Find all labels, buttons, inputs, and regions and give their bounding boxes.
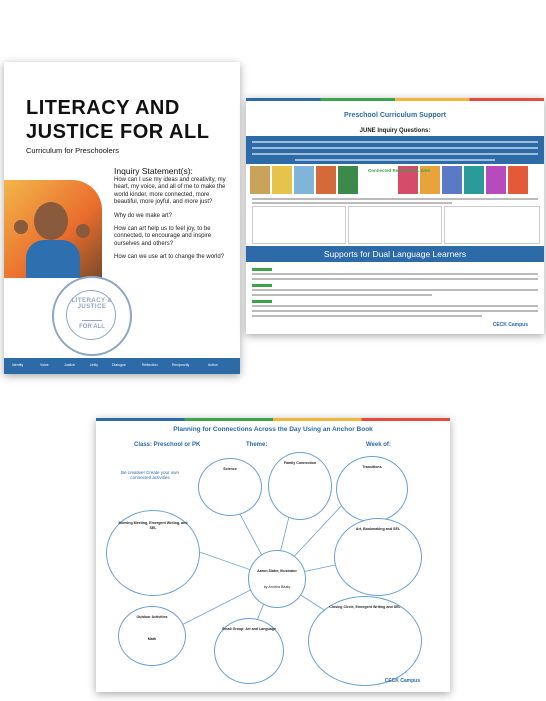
section-marker <box>252 284 272 287</box>
class-label: Class: Preschool or PK <box>134 442 201 448</box>
small-group-heading: Small Group: Art and Language <box>222 627 276 631</box>
text-line <box>252 289 538 291</box>
cover-title <box>26 96 209 144</box>
text-line <box>252 294 432 296</box>
inquiry-q1: How can I use my ideas and creativity, my heart, my voice, and all of me to make the world kinder, more connected, more beautiful, more joyful, and more just? <box>114 177 226 206</box>
outdoor-heading: Outdoor Activities <box>136 615 168 619</box>
art-bookmaking-bubble <box>334 518 422 596</box>
anchor-book-bubble <box>248 550 306 608</box>
anchor-book-title: Aaron Slater, Illustrator <box>257 569 297 573</box>
footer-item: Reciprocity <box>172 363 190 367</box>
science-heading: Science <box>223 467 237 471</box>
cover-footer-bar <box>4 358 240 374</box>
footer-item: Justice <box>64 363 75 367</box>
book-cover <box>486 166 506 194</box>
footer-item: Voice <box>40 363 49 367</box>
text-line <box>252 198 538 200</box>
week-label: Week of: <box>366 442 391 448</box>
book-cover <box>442 166 462 194</box>
scale-icon <box>82 308 102 321</box>
book-cover <box>272 166 292 194</box>
inquiry-q2: Why do we make art? <box>114 212 173 219</box>
math-heading: Math <box>147 637 157 641</box>
art-heading: Art, Bookmaking and SEL <box>355 527 401 531</box>
text-line <box>252 202 452 204</box>
book-cover <box>316 166 336 194</box>
inquiry-q4: How can we use art to change the world? <box>114 254 225 261</box>
inquiry-questions-band <box>246 136 544 164</box>
inquiry-heading: Inquiry Statement(s): <box>114 166 193 176</box>
be-creative-note: Be creative! Create your own connected activities <box>120 470 180 480</box>
footer-item: Identity <box>12 363 24 367</box>
book-cover <box>294 166 314 194</box>
transitions-heading: Transitions <box>362 465 382 469</box>
connected-reads-label: Connected Reads REAL time <box>368 168 430 173</box>
book-cover <box>250 166 270 194</box>
planning-title: Planning for Connections Across the Day Using an Anchor Book <box>173 426 373 433</box>
text-column <box>252 206 346 244</box>
photo-shirt <box>26 240 80 278</box>
outdoor-bubble <box>118 606 186 666</box>
book-cover <box>338 166 358 194</box>
cover-page <box>4 62 240 374</box>
cover-title-line1: LITERACY AND <box>26 97 180 119</box>
inquiry-statements <box>114 166 232 268</box>
dual-language-heading: Supports for Dual Language Learners <box>246 246 544 262</box>
section-marker <box>252 268 272 271</box>
morning-meeting-bubble <box>106 510 200 596</box>
text-line <box>252 305 538 307</box>
family-heading: Family Connection <box>283 461 317 465</box>
inquiry-q3: How can art help us to feel joy, to be connected, to encourage and inspire ourselves and others? <box>114 226 212 247</box>
family-bubble <box>268 452 332 520</box>
child-photo <box>4 180 102 278</box>
text-line <box>252 315 482 317</box>
book-cover <box>508 166 528 194</box>
closing-heading: Closing Circle, Emergent Writing and SEL <box>329 605 401 609</box>
footer-item: Unity <box>90 363 98 367</box>
support-title: Preschool Curriculum Support <box>344 112 446 119</box>
photo-head <box>34 202 68 240</box>
literacy-justice-logo <box>52 276 132 356</box>
morning-heading: Morning Meeting, Emergent Writing, and SEL <box>118 521 188 530</box>
text-line <box>252 273 538 275</box>
text-line <box>252 147 538 149</box>
anchor-book-author: by Andrea Beaty <box>263 585 291 589</box>
text-column <box>444 206 540 244</box>
section-marker <box>252 300 272 303</box>
small-group-bubble <box>214 618 284 684</box>
color-band <box>246 98 544 101</box>
photo-hand-right <box>76 224 90 238</box>
text-line <box>252 153 538 155</box>
transitions-bubble <box>336 456 408 522</box>
footer-item: Reflection <box>142 363 158 367</box>
text-line <box>252 310 538 312</box>
text-column <box>348 206 442 244</box>
footer-item: Dialogue <box>112 363 126 367</box>
science-bubble <box>198 458 262 516</box>
cover-subtitle: Curriculum for Preschoolers <box>26 146 119 155</box>
support-inquiry-heading: JUNE Inquiry Questions: <box>359 128 431 134</box>
text-line <box>252 141 538 143</box>
ceck-campus-logo: CECK Campus <box>384 678 420 684</box>
text-line <box>295 159 495 161</box>
ceck-campus-logo: CECK Campus <box>492 322 528 328</box>
closing-circle-bubble <box>308 596 422 686</box>
logo-top-text: LITERACY & JUSTICE <box>71 298 113 310</box>
theme-label: Theme: <box>246 442 268 448</box>
planning-page <box>96 418 450 692</box>
text-line <box>252 278 538 280</box>
footer-item: Action <box>208 363 218 367</box>
curriculum-support-page <box>246 98 544 334</box>
photo-hand-left <box>14 220 28 234</box>
logo-bottom-text: FOR ALL <box>79 324 105 330</box>
cover-title-line2: JUSTICE FOR ALL <box>26 121 210 143</box>
book-cover <box>464 166 484 194</box>
